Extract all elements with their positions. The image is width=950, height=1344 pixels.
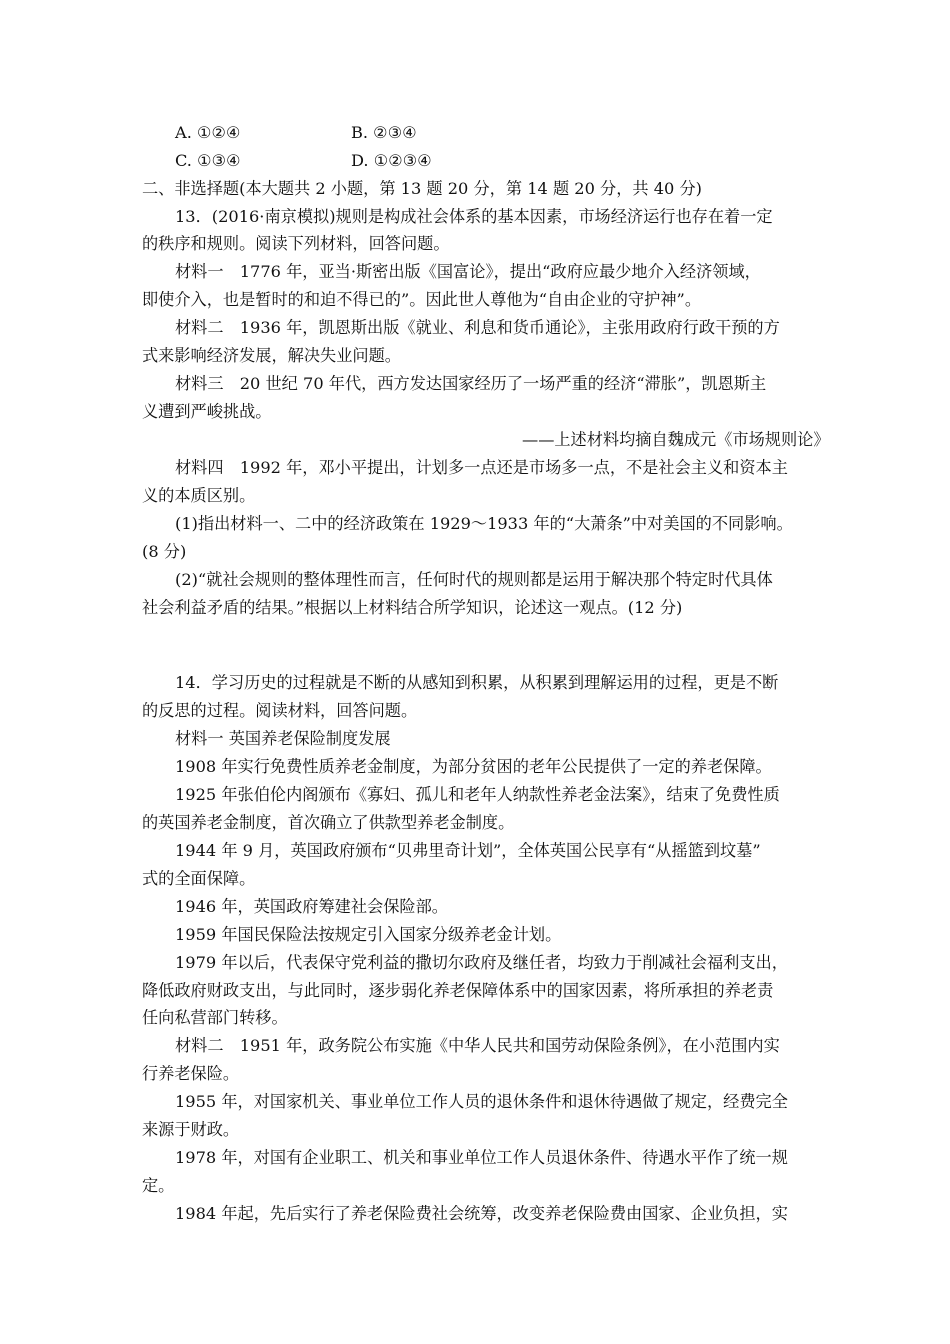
- q14-material1-title: 材料一 英国养老保险制度发展: [175, 729, 391, 748]
- q13-source: ——上述材料均摘自魏成元《市场规则论》: [522, 430, 830, 449]
- q14-1979-line3: 任向私营部门转移。: [142, 1008, 288, 1027]
- q14-1944-line1: 1944 年 9 月，英国政府颁布“贝弗里奇计划”，全体英国公民享有“从摇篮到坟墓”: [175, 841, 761, 860]
- q13-material3-line2: 义遭到严峻挑战。: [142, 402, 272, 421]
- q14-1946: 1946 年，英国政府筹建社会保险部。: [175, 897, 448, 916]
- q13-question1-line2: (8 分): [142, 542, 187, 561]
- q14-1944-line2: 式的全面保障。: [142, 869, 256, 888]
- q13-intro-line2: 的秩序和规则。阅读下列材料，回答问题。: [142, 234, 450, 253]
- q14-material2-line1: 材料二 1951 年，政务院公布实施《中华人民共和国劳动保险条例》，在小范围内实: [175, 1036, 780, 1055]
- option-a: A. ①②④: [175, 123, 241, 142]
- q14-1984-line1: 1984 年起，先后实行了养老保险费社会统筹，改变养老保险费由国家、企业负担，实: [175, 1204, 788, 1223]
- q14-material2-line2: 行养老保险。: [142, 1064, 240, 1083]
- q14-1959: 1959 年国民保险法按规定引入国家分级养老金计划。: [175, 925, 562, 944]
- q14-1955-line2: 来源于财政。: [142, 1120, 240, 1139]
- q14-1925-line1: 1925 年张伯伦内阁颁布《寡妇、孤儿和老年人纳款性养老金法案》，结束了免费性质: [175, 785, 780, 804]
- q13-material3-line1: 材料三 20 世纪 70 年代，西方发达国家经历了一场严重的经济“滞胀”，凯恩斯主: [175, 374, 767, 393]
- option-d: D. ①②③④: [351, 151, 432, 170]
- q13-material1-line1: 材料一 1776 年，亚当·斯密出版《国富论》，提出“政府应最少地介入经济领域，: [175, 262, 761, 281]
- q14-1979-line2: 降低政府财政支出，与此同时，逐步弱化养老保障体系中的国家因素，将所承担的养老责: [142, 981, 774, 1000]
- q13-material2-line2: 式来影响经济发展，解决失业问题。: [142, 346, 401, 365]
- option-b: B. ②③④: [351, 123, 417, 142]
- q14-1925-line2: 的英国养老金制度，首次确立了供款型养老金制度。: [142, 813, 515, 832]
- q13-question2-line2: 社会利益矛盾的结果。”根据以上材料结合所学知识，论述这一观点。(12 分): [142, 598, 683, 617]
- q13-material4-line2: 义的本质区别。: [142, 486, 256, 505]
- q14-1978-line2: 定。: [142, 1176, 175, 1195]
- q14-1955-line1: 1955 年，对国家机关、事业单位工作人员的退休条件和退休待遇做了规定，经费完全: [175, 1092, 788, 1111]
- q13-material4-line1: 材料四 1992 年，邓小平提出，计划多一点还是市场多一点，不是社会主义和资本主: [175, 458, 788, 477]
- q14-intro-line2: 的反思的过程。阅读材料，回答问题。: [142, 701, 418, 720]
- q13-material2-line1: 材料二 1936 年，凯恩斯出版《就业、利息和货币通论》，主张用政府行政干预的方: [175, 318, 780, 337]
- q13-intro-line1: 13．(2016·南京模拟)规则是构成社会体系的基本因素，市场经济运行也存在着一定: [175, 207, 773, 226]
- q13-question2-line1: (2)“就社会规则的整体理性而言，任何时代的规则都是运用于解决那个特定时代具体: [175, 570, 773, 589]
- q13-question1-line1: (1)指出材料一、二中的经济政策在 1929～1933 年的“大萧条”中对美国的不同影响。: [175, 514, 793, 533]
- section-header: 二、非选择题(本大题共 2 小题，第 13 题 20 分，第 14 题 20 分，共 40 分): [142, 179, 702, 198]
- q14-1978-line1: 1978 年，对国有企业职工、机关和事业单位工作人员退休条件、待遇水平作了统一规: [175, 1148, 788, 1167]
- option-c: C. ①③④: [175, 151, 241, 170]
- q14-1908: 1908 年实行免费性质养老金制度，为部分贫困的老年公民提供了一定的养老保障。: [175, 757, 772, 776]
- q14-1979-line1: 1979 年以后，代表保守党利益的撒切尔政府及继任者，均致力于削减社会福利支出，: [175, 953, 788, 972]
- q14-intro-line1: 14．学习历史的过程就是不断的从感知到积累，从积累到理解运用的过程，更是不断: [175, 673, 779, 692]
- q13-material1-line2: 即使介入，也是暂时的和迫不得已的”。因此世人尊他为“自由企业的守护神”。: [142, 290, 702, 309]
